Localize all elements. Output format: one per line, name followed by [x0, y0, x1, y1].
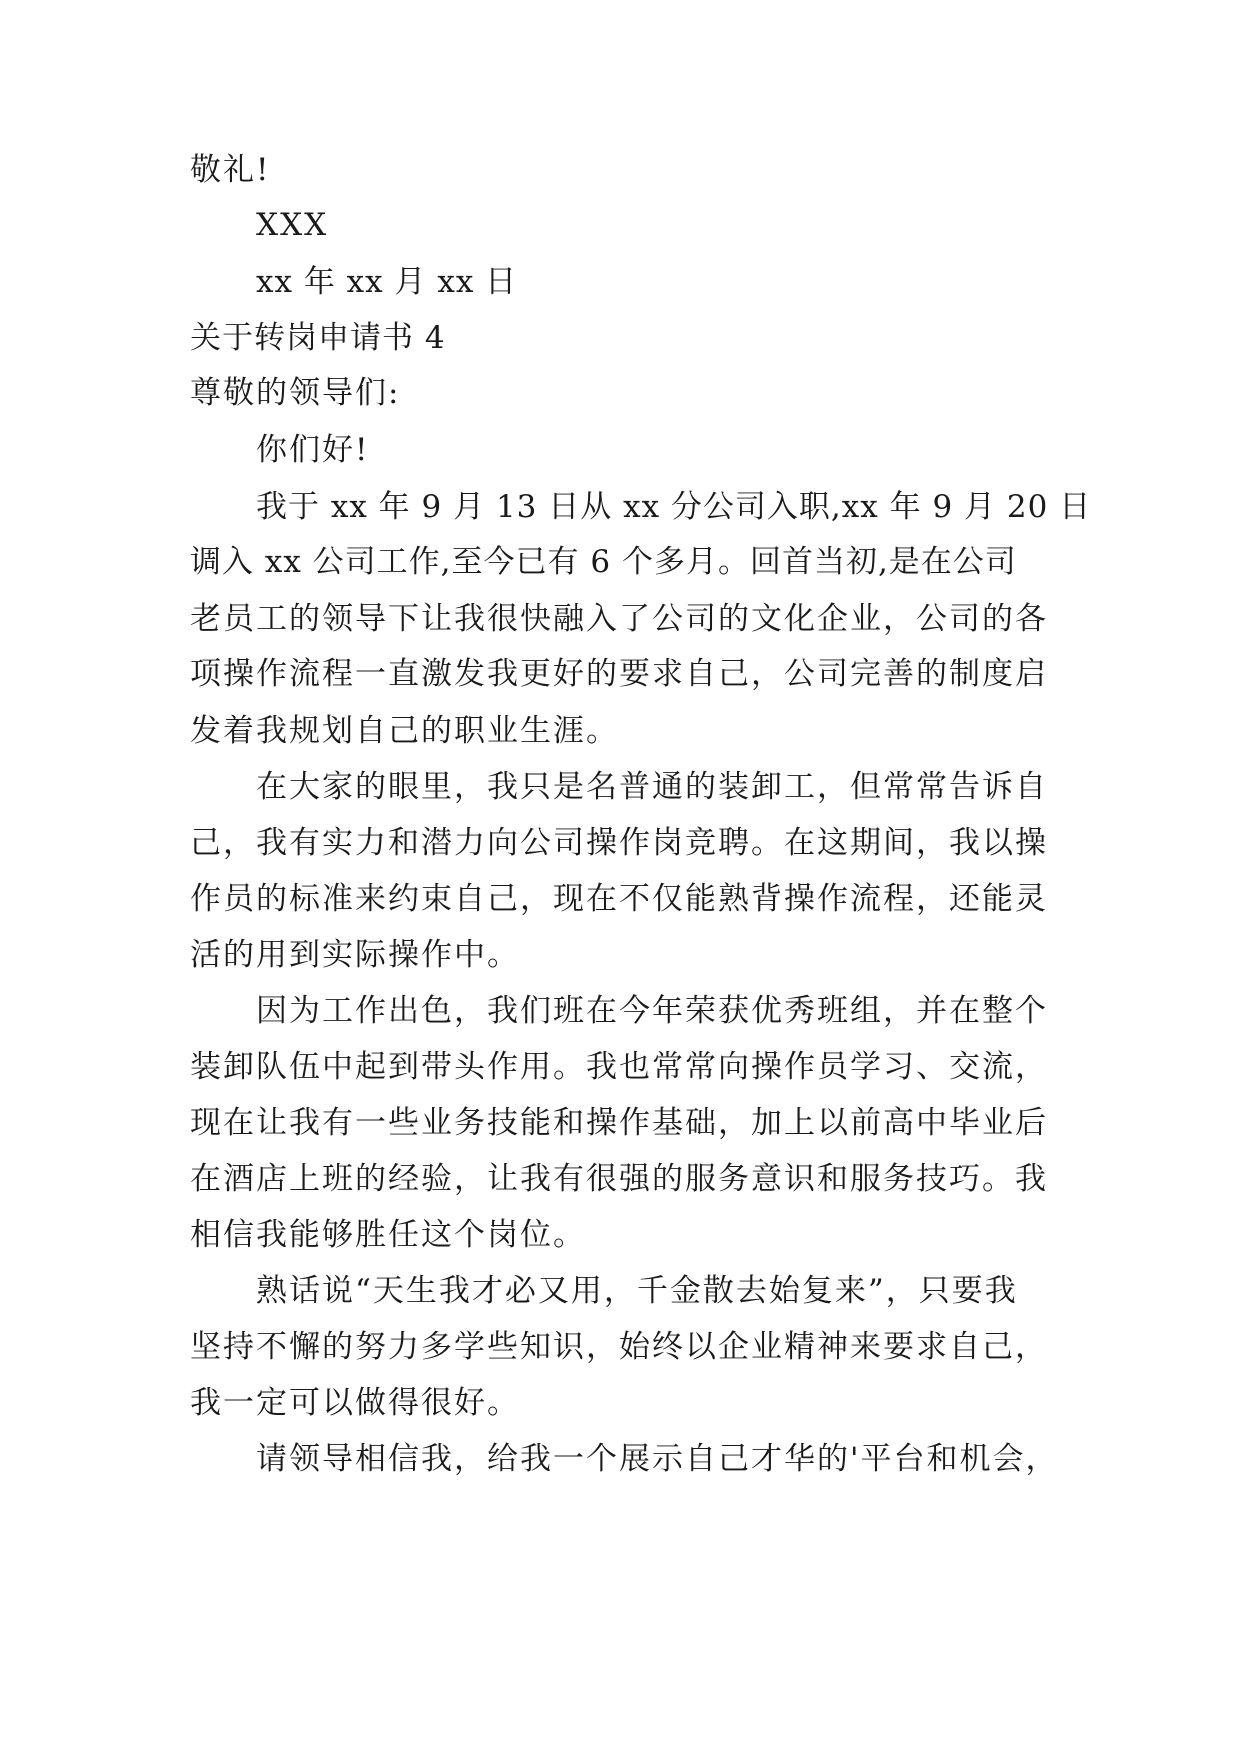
body-line: 己，我有实力和潜力向公司操作岗竞聘。在这期间，我以操: [190, 825, 1048, 861]
letter-title: 关于转岗申请书 4: [190, 320, 446, 356]
body-line: 相信我能够胜任这个岗位。: [190, 1217, 586, 1253]
body-line: 老员工的领导下让我很快融入了公司的文化企业，公司的各: [190, 601, 1048, 637]
body-line: 请领导相信我，给我一个展示自己才华的'平台和机会，: [256, 1441, 1059, 1477]
body-line: 在大家的眼里，我只是名普通的装卸工，但常常告诉自: [256, 769, 1048, 805]
body-line: 现在让我有一些业务技能和操作基础，加上以前高中毕业后: [190, 1105, 1048, 1141]
body-line: 活的用到实际操作中。: [190, 937, 520, 973]
body-line: 因为工作出色，我们班在今年荣获优秀班组，并在整个: [256, 993, 1048, 1029]
signature-name: XXX: [256, 207, 329, 243]
body-line: 装卸队伍中起到带头作用。我也常常向操作员学习、交流，: [190, 1049, 1048, 1085]
body-line: 项操作流程一直激发我更好的要求自己，公司完善的制度启: [190, 656, 1048, 692]
body-line: 坚持不懈的努力多学些知识，始终以企业精神来要求自己，: [190, 1329, 1048, 1365]
signature-date: xx 年 xx 月 xx 日: [256, 264, 518, 300]
body-line: 发着我规划自己的职业生涯。: [190, 713, 619, 749]
closing-text: 敬礼!: [190, 152, 271, 188]
body-line: 我于 xx 年 9 月 13 日从 xx 分公司入职,xx 年 9 月 20 日: [256, 489, 1092, 525]
greeting: 你们好!: [256, 432, 370, 468]
salutation: 尊敬的领导们:: [190, 375, 401, 411]
body-line: 我一定可以做得很好。: [190, 1385, 520, 1421]
body-line: 熟话说“天生我才必又用，千金散去始复来”，只要我: [256, 1273, 1018, 1309]
body-line: 调入 xx 公司工作,至今已有 6 个多月。回首当初,是在公司: [190, 544, 1017, 580]
body-line: 作员的标准来约束自己，现在不仅能熟背操作流程，还能灵: [190, 881, 1048, 917]
body-line: 在酒店上班的经验，让我有很强的服务意识和服务技巧。我: [190, 1161, 1048, 1197]
